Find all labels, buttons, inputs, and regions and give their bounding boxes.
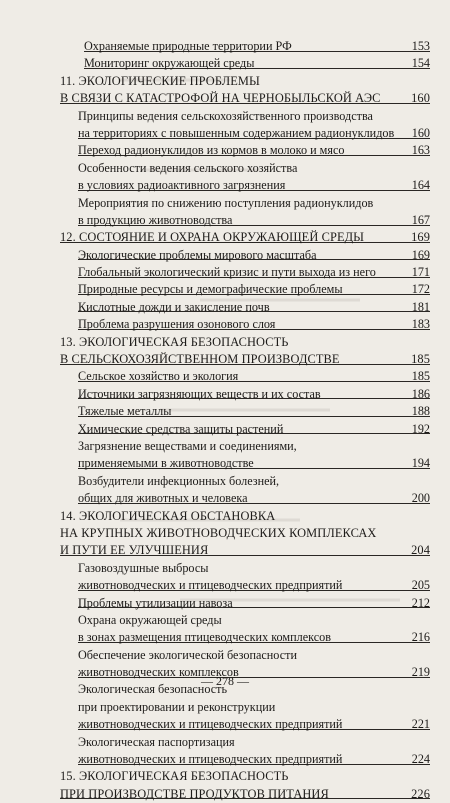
toc-entry-text: Источники загрязняющих веществ и их состав <box>78 386 321 401</box>
toc-entry <box>0 455 450 472</box>
toc-entry <box>0 299 450 316</box>
toc-page-number: 183 <box>411 317 430 332</box>
toc-entry <box>0 212 450 229</box>
toc-entry-text: Проблемы утилизации навоза <box>78 595 233 610</box>
toc-entry <box>0 316 450 333</box>
toc-entry <box>0 647 450 664</box>
toc-entry <box>0 368 450 385</box>
toc-entry <box>0 560 450 577</box>
toc-entry-text: Газовоздушные выбросы <box>78 560 209 575</box>
toc-entry <box>0 195 450 212</box>
toc-page-number: 167 <box>411 212 430 227</box>
toc-page-number: 188 <box>411 404 430 419</box>
toc-entry <box>0 577 450 594</box>
toc-entry <box>0 490 450 507</box>
toc-entry-text: В СЕЛЬСКОХОЗЯЙСТВЕННОМ ПРОИЗВОДСТВЕ <box>60 352 340 367</box>
toc-entry-text: Глобальный экологический кризис и пути выхода из него <box>78 265 376 280</box>
toc-page-number: 224 <box>411 752 430 767</box>
toc-entry <box>0 55 450 72</box>
toc-entry-text: в зонах размещения птицеводческих комплексов <box>78 630 331 645</box>
toc-entry-text: Мероприятия по снижению поступления радионуклидов <box>78 195 374 210</box>
toc-page-number: 205 <box>411 578 430 593</box>
toc-page-number: 221 <box>411 717 430 732</box>
toc-section-heading <box>0 508 450 525</box>
toc-entry-text: Обеспечение экологической безопасности <box>78 647 297 662</box>
toc-page-number: 194 <box>411 456 430 471</box>
toc-entry <box>0 595 450 612</box>
toc-entry-text: применяемыми в животноводстве <box>78 456 254 471</box>
toc-entry-text: Загрязнение веществами и соединениями, <box>78 438 297 453</box>
toc-entry <box>0 699 450 716</box>
toc-entry <box>0 264 450 281</box>
toc-page-number: 160 <box>411 125 430 140</box>
toc-page-number: 154 <box>411 56 430 71</box>
toc-page-number: 185 <box>411 352 430 367</box>
toc-page-number: 185 <box>411 369 430 384</box>
toc-section-heading <box>0 334 450 351</box>
toc-page-number: 192 <box>411 421 430 436</box>
toc-entry-text: 13. ЭКОЛОГИЧЕСКАЯ БЕЗОПАСНОСТЬ <box>60 334 289 349</box>
toc-entry-text: Тяжелые металлы <box>78 404 172 419</box>
toc-entry <box>0 108 450 125</box>
toc-page-number: 164 <box>411 178 430 193</box>
toc-entry <box>0 247 450 264</box>
toc-section-heading <box>0 542 450 559</box>
toc-entry <box>0 751 450 768</box>
page-number: — 278 — <box>201 674 249 688</box>
toc-page-number: 216 <box>411 630 430 645</box>
toc-entry-text: животноводческих и птицеводческих предприятий <box>78 578 343 593</box>
toc-entry-text: Природные ресурсы и демографические проблемы <box>78 282 343 297</box>
toc-entry <box>0 142 450 159</box>
toc-entry-text: 15. ЭКОЛОГИЧЕСКАЯ БЕЗОПАСНОСТЬ <box>60 769 289 784</box>
toc-entry-text: Возбудители инфекционных болезней, <box>78 473 280 488</box>
toc-entry-text: Химические средства защиты растений <box>78 421 284 436</box>
toc-entry-text: животноводческих и птицеводческих предприятий <box>78 752 343 767</box>
toc-entry-text: В СВЯЗИ С КАТАСТРОФОЙ НА ЧЕРНОБЫЛЬСКОЙ АЭС <box>60 91 381 106</box>
toc-page-number: 212 <box>411 595 430 610</box>
toc-page-number: 219 <box>411 665 430 680</box>
toc-entry-text: Сельское хозяйство и экология <box>78 369 239 384</box>
toc-section-heading <box>0 768 450 785</box>
toc-entry-text: в продукцию животноводства <box>78 212 233 227</box>
toc-entry-text: на территориях с повышенным содержанием радионуклидов <box>78 125 395 140</box>
toc-entry <box>0 386 450 403</box>
toc-page-number: 171 <box>411 265 430 280</box>
toc-page-number: 181 <box>411 299 430 314</box>
toc-entry <box>0 612 450 629</box>
toc-section-heading <box>0 229 450 246</box>
toc-section-heading <box>0 351 450 368</box>
toc-page-number: 160 <box>411 91 430 106</box>
toc-page-number: 163 <box>411 143 430 158</box>
toc-entry <box>0 177 450 194</box>
toc-entry <box>0 473 450 490</box>
toc-entry-text: животноводческих и птицеводческих предприятий <box>78 717 343 732</box>
toc-entry-text: Принципы ведения сельскохозяйственного производства <box>78 108 373 123</box>
toc-entry-text: ПРИ ПРОИЗВОДСТВЕ ПРОДУКТОВ ПИТАНИЯ <box>60 786 329 801</box>
toc-entry <box>0 629 450 646</box>
toc-entry-text: при проектировании и реконструкции <box>78 699 276 714</box>
toc-entry-text: 14. ЭКОЛОГИЧЕСКАЯ ОБСТАНОВКА <box>60 508 276 523</box>
toc-entry <box>0 734 450 751</box>
toc-entry-text: Экологическая безопасность <box>78 682 228 697</box>
toc-entry-text: Переход радионуклидов из кормов в молоко и мясо <box>78 143 345 158</box>
toc-entry-text: общих для животных и человека <box>78 491 248 506</box>
toc-entry-text: Проблема разрушения озонового слоя <box>78 317 276 332</box>
toc-entry <box>0 403 450 420</box>
toc-entry <box>0 281 450 298</box>
toc-section-heading <box>0 786 450 803</box>
toc-entry-text: Экологические проблемы мирового масштаба <box>78 247 317 262</box>
toc-page-number: 169 <box>411 247 430 262</box>
toc-page-number: 169 <box>411 230 430 245</box>
toc-entry-text: 11. ЭКОЛОГИЧЕСКИЕ ПРОБЛЕМЫ <box>60 73 260 88</box>
toc-page-number: 226 <box>411 786 430 801</box>
toc-entry <box>0 125 450 142</box>
toc-page-number: 204 <box>411 543 430 558</box>
toc-section-heading <box>0 90 450 107</box>
toc-section-heading <box>0 525 450 542</box>
toc-entry-text: в условиях радиоактивного загрязнения <box>78 178 286 193</box>
toc-entry <box>0 716 450 733</box>
toc-entry-text: Охрана окружающей среды <box>78 612 222 627</box>
toc-entry-text: 12. СОСТОЯНИЕ И ОХРАНА ОКРУЖАЮЩЕЙ СРЕДЫ <box>60 230 365 245</box>
toc-entry-text: животноводческих комплексов <box>78 665 239 680</box>
toc-entry-text: Экологическая паспортизация <box>78 734 235 749</box>
toc-section-heading <box>0 73 450 90</box>
toc-entry-text: Охраняемые природные территории РФ <box>84 39 292 53</box>
toc-entry <box>0 160 450 177</box>
toc-entry-text: Мониторинг окружающей среды <box>84 56 255 71</box>
toc-entry-text: Особенности ведения сельского хозяйства <box>78 160 298 175</box>
toc-entry <box>0 38 450 55</box>
toc-page-number: 172 <box>411 282 430 297</box>
toc-page-number: 153 <box>411 39 430 53</box>
toc-entry-text: НА КРУПНЫХ ЖИВОТНОВОДЧЕСКИХ КОМПЛЕКСАХ <box>60 525 377 540</box>
toc-page-number: 186 <box>411 386 430 401</box>
toc-entry-text: И ПУТИ ЕЕ УЛУЧШЕНИЯ <box>60 543 209 558</box>
toc-page-number: 200 <box>411 491 430 506</box>
toc-entry <box>0 438 450 455</box>
toc-entry <box>0 421 450 438</box>
toc-entry-text: Кислотные дожди и закисление почв <box>78 299 270 314</box>
